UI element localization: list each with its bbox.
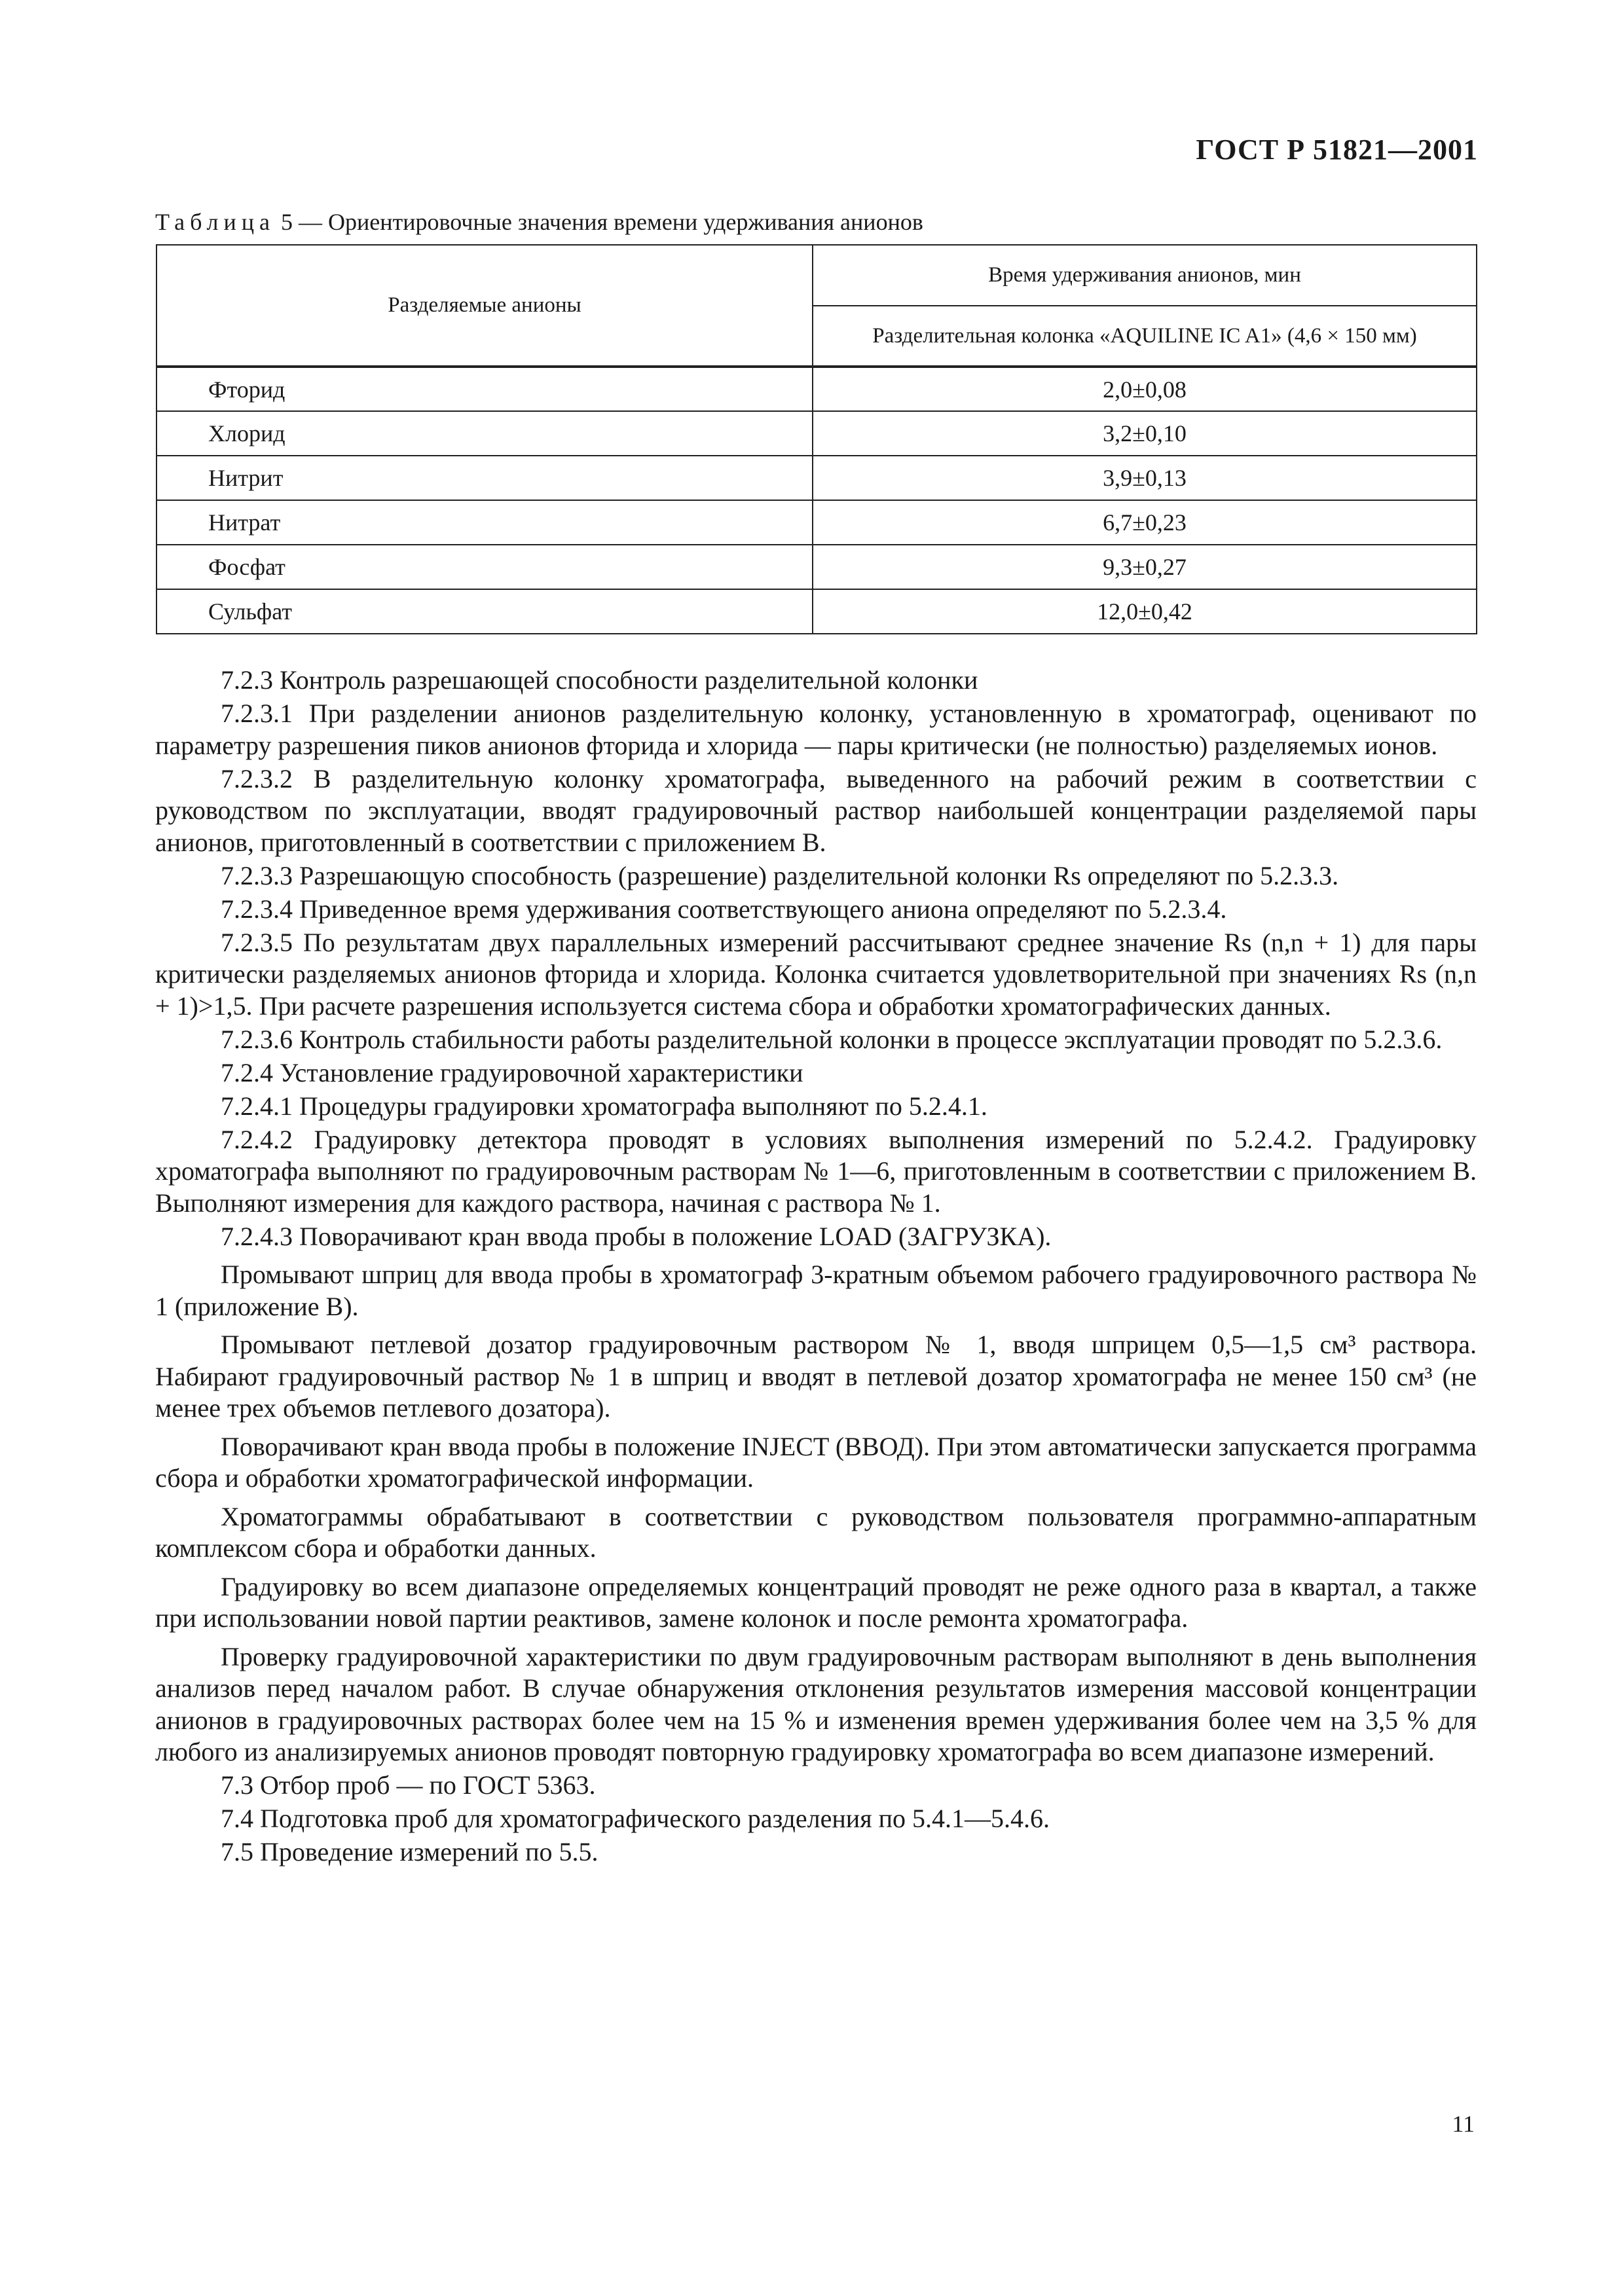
- anion-name: Нитрат: [157, 500, 813, 545]
- table-row: [157, 411, 1477, 456]
- table-caption: [155, 208, 923, 236]
- retention-time-table: [156, 244, 1477, 634]
- table-caption-text: 5 — Ориентировочные значения времени удерживания анионов: [274, 209, 923, 235]
- paragraph-syringe-rinse: Промывают шприц для ввода пробы в хроматограф 3-кратным объемом рабочего градуировочного раствора № 1 (приложение В).: [155, 1260, 1477, 1321]
- retention-time: 9,3±0,27: [813, 545, 1477, 589]
- table-row: [157, 589, 1477, 634]
- table-row: [157, 367, 1477, 411]
- retention-time: 2,0±0,08: [813, 367, 1477, 411]
- paragraph-7-2-3-6: 7.2.3.6 Контроль стабильности работы разделительной колонки в процессе эксплуатации проводят по 5.2.3.6.: [221, 1024, 1443, 1054]
- retention-time: 12,0±0,42: [813, 589, 1477, 634]
- table-row: [157, 500, 1477, 545]
- paragraph-inject: Поворачивают кран ввода пробы в положение INJECT (ВВОД). При этом автоматически запускается программа сбора и обработки хроматографической информации.: [155, 1431, 1477, 1493]
- section-heading-7-2-4: 7.2.4 Установление градуировочной характеристики: [221, 1057, 803, 1087]
- paragraph-7-4: 7.4 Подготовка проб для хроматографического разделения по 5.4.1—5.4.6.: [221, 1804, 1050, 1833]
- anion-name: Фторид: [157, 367, 813, 411]
- paragraph-7-2-4-3: 7.2.4.3 Поворачивают кран ввода пробы в положение LOAD (ЗАГРУЗКА).: [221, 1221, 1052, 1251]
- document-code: ГОСТ Р 51821—2001: [1196, 134, 1478, 166]
- retention-time: 3,2±0,10: [813, 411, 1477, 456]
- paragraph-7-2-3-5: 7.2.3.5 По результатам двух параллельных измерений рассчитывают среднее значение Rs (n,n + 1) для пары критически разделяемых анионов фторида и хлорида. Колонка считается удовлетворительной при значениях Rs (n,n + 1)>1,5. При расчете разрешения используется система сбора и обработки хроматографических данных.: [155, 927, 1477, 1021]
- paragraph-7-2-3-2: 7.2.3.2 В разделительную колонку хроматографа, выведенного на рабочий режим в соответствии с руководством по эксплуатации, вводят градуировочный раствор наибольшей концентрации разделяемой пары анионов, приготовленный в соответствии с приложением В.: [155, 763, 1477, 857]
- anion-name: Сульфат: [157, 589, 813, 634]
- paragraph-7-2-4-2: 7.2.4.2 Градуировку детектора проводят в условиях выполнения измерений по 5.2.4.2. Градуировку хроматографа выполняют по градуировочным растворам № 1—6, приготовленным в соответствии с приложением В. Выполняют измерения для каждого раствора, начиная с раствора № 1.: [155, 1124, 1477, 1218]
- paragraph-7-2-3-1: 7.2.3.1 При разделении анионов разделительную колонку, установленную в хроматограф, оценивают по параметру разрешения пиков анионов фторида и хлорида — пары критически (не полностью) разделяемых ионов.: [155, 699, 1477, 760]
- paragraph-7-2-3-3: 7.2.3.3 Разрешающую способность (разрешение) разделительной колонки Rs определяют по 5.2.3.3.: [221, 860, 1339, 890]
- paragraph-chromatograms: Хроматограммы обрабатывают в соответствии с руководством пользователя программно-аппаратным комплексом сбора и обработки данных.: [155, 1501, 1477, 1563]
- paragraph-7-2-4-1: 7.2.4.1 Процедуры градуировки хроматографа выполняют по 5.2.4.1.: [221, 1091, 987, 1121]
- anion-name: Нитрит: [157, 456, 813, 500]
- paragraph-loop-rinse: Промывают петлевой дозатор градуировочным раствором № 1, вводя шприцем 0,5—1,5 см³ раствора. Набирают градуировочный раствор № 1 в шприц и вводят в петлевой дозатор хроматографа не менее 150 см³ (не менее трех объемов петлевого дозатора).: [155, 1330, 1477, 1423]
- paragraph-calibration-frequency: Градуировку во всем диапазоне определяемых концентраций проводят не реже одного раза в квартал, а также при использовании новой партии реактивов, замене колонок и после ремонта хроматографа.: [155, 1571, 1477, 1633]
- column-subheader-column: Разделительная колонка «AQUILINE IC A1» (4,6 × 150 мм): [813, 306, 1477, 367]
- body-text: [155, 665, 1477, 1870]
- anion-name: Хлорид: [157, 411, 813, 456]
- table-row: [157, 456, 1477, 500]
- paragraph-calibration-check: Проверку градуировочной характеристики по двум градуировочным растворам выполняют в день выполнения анализов перед началом работ. В случае обнаружения отклонения результатов измерения массовой концентрации анионов в градуировочных растворах более чем на 15 % и изменения времен удерживания более чем на 3,5 % для любого из анализируемых анионов проводят повторную градуировку хроматографа во всем диапазоне измерений.: [155, 1641, 1477, 1766]
- retention-time: 6,7±0,23: [813, 500, 1477, 545]
- paragraph-7-5: 7.5 Проведение измерений по 5.5.: [221, 1837, 599, 1867]
- column-header-retention-time: Время удерживания анионов, мин: [813, 245, 1477, 306]
- section-heading-7-2-3: 7.2.3 Контроль разрешающей способности разделительной колонки: [221, 665, 978, 695]
- table-caption-label: Таблица: [155, 209, 275, 235]
- paragraph-7-3: 7.3 Отбор проб — по ГОСТ 5363.: [221, 1770, 596, 1800]
- retention-time: 3,9±0,13: [813, 456, 1477, 500]
- table-row: [157, 545, 1477, 589]
- page-number: 11: [1452, 2111, 1475, 2137]
- paragraph-7-2-3-4: 7.2.3.4 Приведенное время удерживания соответствующего аниона определяют по 5.2.3.4.: [221, 894, 1227, 924]
- anion-name: Фосфат: [157, 545, 813, 589]
- column-header-anions: Разделяемые анионы: [157, 245, 813, 367]
